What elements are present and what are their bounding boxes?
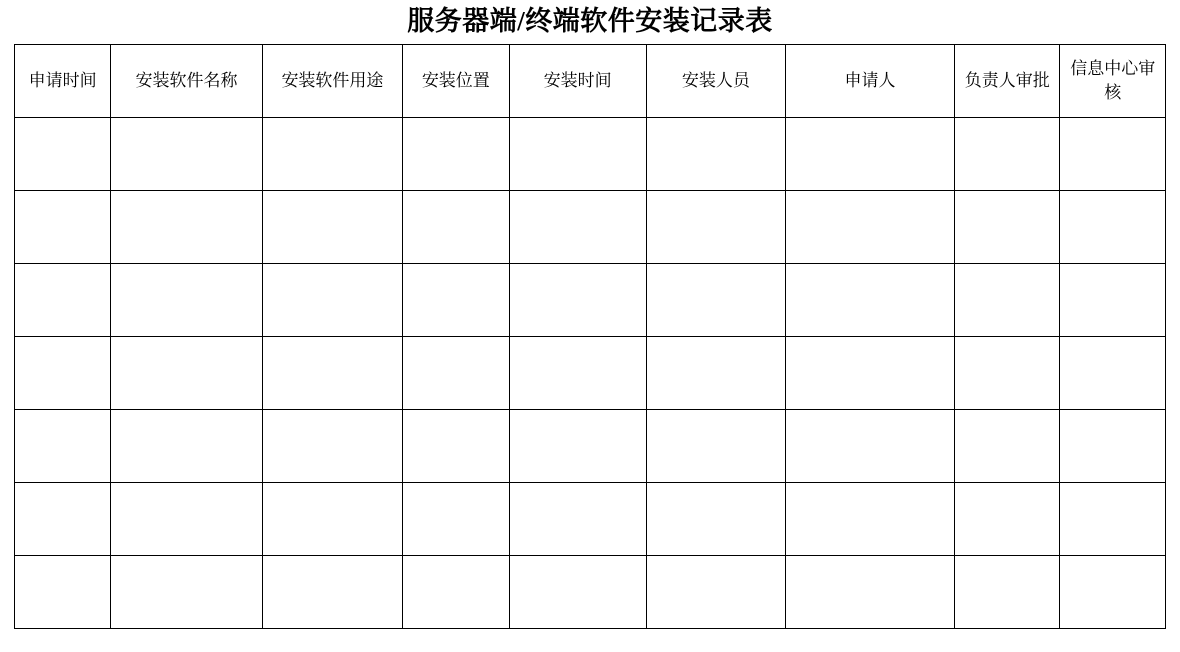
cell-software-purpose[interactable] — [262, 191, 402, 264]
cell-software-purpose[interactable] — [262, 410, 402, 483]
cell-install-time[interactable] — [509, 118, 646, 191]
cell-applicant[interactable] — [786, 191, 955, 264]
cell-installer[interactable] — [646, 483, 785, 556]
cell-install-time[interactable] — [509, 191, 646, 264]
cell-applicant[interactable] — [786, 483, 955, 556]
cell-installer[interactable] — [646, 118, 785, 191]
cell-installer[interactable] — [646, 410, 785, 483]
cell-manager-approval[interactable] — [955, 191, 1060, 264]
cell-manager-approval[interactable] — [955, 337, 1060, 410]
cell-apply-time[interactable] — [15, 337, 111, 410]
cell-software-name[interactable] — [111, 191, 263, 264]
cell-software-name[interactable] — [111, 264, 263, 337]
cell-install-time[interactable] — [509, 556, 646, 629]
column-header-install-location: 安装位置 — [403, 45, 509, 118]
table-row — [15, 410, 1166, 483]
cell-info-center-review[interactable] — [1060, 483, 1166, 556]
cell-install-time[interactable] — [509, 264, 646, 337]
table-row — [15, 191, 1166, 264]
column-header-applicant: 申请人 — [786, 45, 955, 118]
cell-install-location[interactable] — [403, 191, 509, 264]
table-header-row — [15, 45, 1166, 118]
cell-install-time[interactable] — [509, 337, 646, 410]
cell-software-purpose[interactable] — [262, 118, 402, 191]
cell-apply-time[interactable] — [15, 483, 111, 556]
cell-apply-time[interactable] — [15, 410, 111, 483]
cell-manager-approval[interactable] — [955, 410, 1060, 483]
cell-software-purpose[interactable] — [262, 337, 402, 410]
table-row — [15, 556, 1166, 629]
cell-manager-approval[interactable] — [955, 483, 1060, 556]
cell-applicant[interactable] — [786, 337, 955, 410]
cell-info-center-review[interactable] — [1060, 410, 1166, 483]
column-header-install-time: 安装时间 — [509, 45, 646, 118]
column-header-software-name: 安装软件名称 — [111, 45, 263, 118]
table-row — [15, 483, 1166, 556]
cell-install-location[interactable] — [403, 410, 509, 483]
cell-info-center-review[interactable] — [1060, 337, 1166, 410]
cell-software-purpose[interactable] — [262, 556, 402, 629]
cell-software-name[interactable] — [111, 337, 263, 410]
cell-apply-time[interactable] — [15, 118, 111, 191]
cell-install-time[interactable] — [509, 483, 646, 556]
table-header — [15, 45, 1166, 118]
cell-manager-approval[interactable] — [955, 556, 1060, 629]
cell-apply-time[interactable] — [15, 191, 111, 264]
cell-install-location[interactable] — [403, 264, 509, 337]
column-header-apply-time: 申请时间 — [15, 45, 111, 118]
cell-applicant[interactable] — [786, 556, 955, 629]
cell-install-location[interactable] — [403, 337, 509, 410]
page-title: 服务器端/终端软件安装记录表 — [407, 6, 773, 36]
cell-info-center-review[interactable] — [1060, 118, 1166, 191]
cell-software-name[interactable] — [111, 483, 263, 556]
cell-info-center-review[interactable] — [1060, 191, 1166, 264]
cell-apply-time[interactable] — [15, 264, 111, 337]
cell-apply-time[interactable] — [15, 556, 111, 629]
cell-applicant[interactable] — [786, 118, 955, 191]
table-row — [15, 118, 1166, 191]
cell-software-name[interactable] — [111, 556, 263, 629]
table-row — [15, 337, 1166, 410]
cell-info-center-review[interactable] — [1060, 556, 1166, 629]
cell-software-purpose[interactable] — [262, 483, 402, 556]
cell-installer[interactable] — [646, 191, 785, 264]
cell-software-name[interactable] — [111, 118, 263, 191]
cell-install-location[interactable] — [403, 483, 509, 556]
document-page — [0, 4, 1180, 652]
cell-installer[interactable] — [646, 556, 785, 629]
cell-applicant[interactable] — [786, 264, 955, 337]
cell-manager-approval[interactable] — [955, 264, 1060, 337]
column-header-installer: 安装人员 — [646, 45, 785, 118]
cell-install-time[interactable] — [509, 410, 646, 483]
cell-software-name[interactable] — [111, 410, 263, 483]
column-header-manager-approval: 负责人审批 — [955, 45, 1060, 118]
column-header-info-center-review: 信息中心审核 — [1060, 45, 1166, 118]
cell-info-center-review[interactable] — [1060, 264, 1166, 337]
cell-installer[interactable] — [646, 264, 785, 337]
cell-applicant[interactable] — [786, 410, 955, 483]
cell-manager-approval[interactable] — [955, 118, 1060, 191]
cell-install-location[interactable] — [403, 118, 509, 191]
cell-software-purpose[interactable] — [262, 264, 402, 337]
table-body — [15, 118, 1166, 629]
cell-install-location[interactable] — [403, 556, 509, 629]
column-header-software-purpose: 安装软件用途 — [262, 45, 402, 118]
software-installation-record-table — [14, 44, 1166, 629]
cell-installer[interactable] — [646, 337, 785, 410]
table-row — [15, 264, 1166, 337]
